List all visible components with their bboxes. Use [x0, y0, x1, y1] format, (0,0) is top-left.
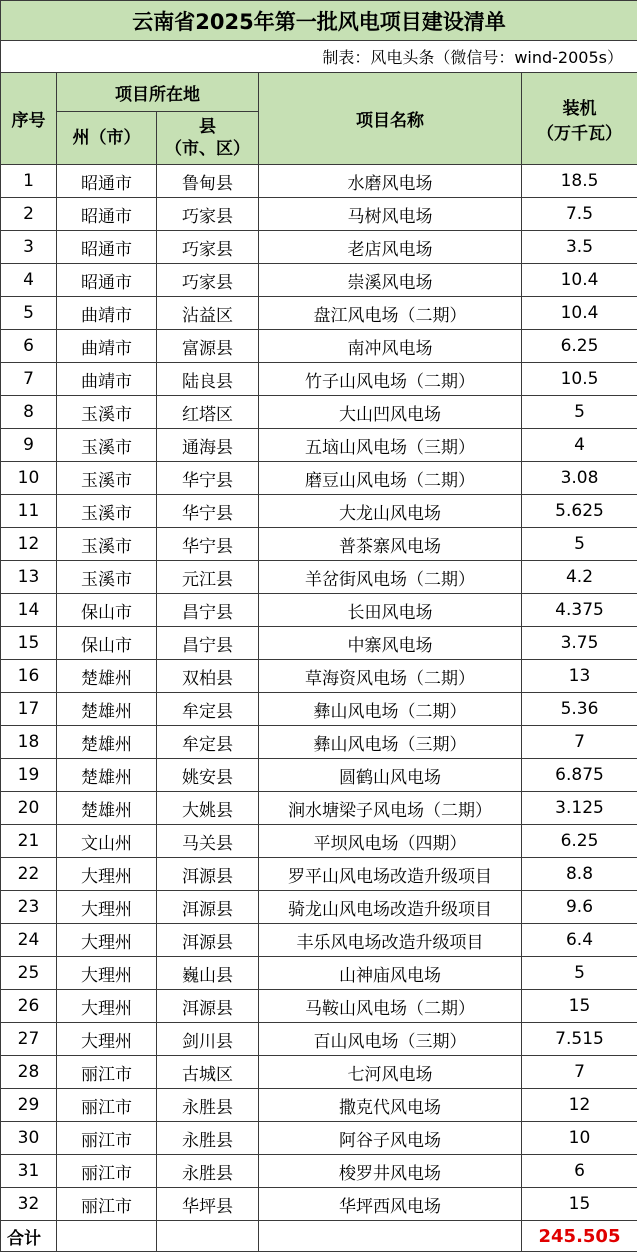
- table-row: [1, 1122, 637, 1155]
- table-row: [1, 165, 637, 198]
- cell-county: 华宁县: [157, 462, 259, 495]
- cell-capacity: 7: [522, 1056, 637, 1089]
- cell-prefecture: 丽江市: [57, 1122, 157, 1155]
- cell-prefecture: 丽江市: [57, 1089, 157, 1122]
- cell-prefecture: 大理州: [57, 924, 157, 957]
- cell-seq: 13: [1, 561, 57, 594]
- cell-seq: 27: [1, 1023, 57, 1056]
- cell-capacity: 5: [522, 396, 637, 429]
- cell-county: 巧家县: [157, 198, 259, 231]
- cell-seq: 17: [1, 693, 57, 726]
- cell-capacity: 18.5: [522, 165, 637, 198]
- table-title: 云南省2025年第一批风电项目建设清单: [1, 1, 637, 41]
- cell-seq: 10: [1, 462, 57, 495]
- cell-seq: 12: [1, 528, 57, 561]
- cell-county: 沾益区: [157, 297, 259, 330]
- cell-county: 剑川县: [157, 1023, 259, 1056]
- table-row: [1, 627, 637, 660]
- cell-seq: 7: [1, 363, 57, 396]
- cell-prefecture: 昭通市: [57, 198, 157, 231]
- cell-county: 牟定县: [157, 726, 259, 759]
- cell-project-name: 骑龙山风电场改造升级项目: [259, 891, 522, 924]
- cell-seq: 26: [1, 990, 57, 1023]
- table-row: [1, 1155, 637, 1188]
- cell-prefecture: 保山市: [57, 594, 157, 627]
- cell-seq: 30: [1, 1122, 57, 1155]
- cell-prefecture: 大理州: [57, 990, 157, 1023]
- cell-prefecture: 文山州: [57, 825, 157, 858]
- cell-capacity: 5: [522, 528, 637, 561]
- table-row: [1, 495, 637, 528]
- cell-capacity: 15: [522, 990, 637, 1023]
- table-row: [1, 231, 637, 264]
- cell-capacity: 3.5: [522, 231, 637, 264]
- cell-seq: 2: [1, 198, 57, 231]
- table-row: [1, 528, 637, 561]
- cell-prefecture: 玉溪市: [57, 561, 157, 594]
- cell-capacity: 7.5: [522, 198, 637, 231]
- cell-prefecture: 楚雄州: [57, 726, 157, 759]
- cell-county: 姚安县: [157, 759, 259, 792]
- cell-capacity: 3.125: [522, 792, 637, 825]
- total-empty-cell: [157, 1221, 259, 1252]
- cell-project-name: 磨豆山风电场（二期）: [259, 462, 522, 495]
- cell-seq: 15: [1, 627, 57, 660]
- cell-prefecture: 楚雄州: [57, 759, 157, 792]
- cell-county: 古城区: [157, 1056, 259, 1089]
- cell-project-name: 中寨风电场: [259, 627, 522, 660]
- cell-county: 富源县: [157, 330, 259, 363]
- cell-project-name: 阿谷子风电场: [259, 1122, 522, 1155]
- cell-prefecture: 保山市: [57, 627, 157, 660]
- cell-county: 昌宁县: [157, 594, 259, 627]
- cell-project-name: 罗平山风电场改造升级项目: [259, 858, 522, 891]
- header-project-name: 项目名称: [259, 73, 522, 165]
- table-row: [1, 660, 637, 693]
- cell-project-name: 大山凹风电场: [259, 396, 522, 429]
- cell-project-name: 圆鹤山风电场: [259, 759, 522, 792]
- cell-county: 巧家县: [157, 231, 259, 264]
- cell-prefecture: 大理州: [57, 858, 157, 891]
- cell-project-name: 崇溪风电场: [259, 264, 522, 297]
- cell-county: 华宁县: [157, 528, 259, 561]
- table-row: [1, 396, 637, 429]
- cell-seq: 18: [1, 726, 57, 759]
- total-value: 245.505: [522, 1221, 637, 1252]
- cell-project-name: 水磨风电场: [259, 165, 522, 198]
- cell-seq: 32: [1, 1188, 57, 1221]
- cell-prefecture: 玉溪市: [57, 462, 157, 495]
- cell-seq: 23: [1, 891, 57, 924]
- cell-county: 永胜县: [157, 1089, 259, 1122]
- cell-project-name: 盘江风电场（二期）: [259, 297, 522, 330]
- cell-project-name: 梭罗井风电场: [259, 1155, 522, 1188]
- cell-capacity: 5.625: [522, 495, 637, 528]
- cell-county: 双柏县: [157, 660, 259, 693]
- cell-project-name: 南冲风电场: [259, 330, 522, 363]
- table-row: [1, 693, 637, 726]
- table-row: [1, 1089, 637, 1122]
- cell-county: 元江县: [157, 561, 259, 594]
- cell-prefecture: 曲靖市: [57, 363, 157, 396]
- cell-project-name: 大龙山风电场: [259, 495, 522, 528]
- maker-note: 制表：风电头条（微信号：wind-2005s）: [1, 41, 637, 73]
- cell-prefecture: 大理州: [57, 957, 157, 990]
- cell-prefecture: 曲靖市: [57, 297, 157, 330]
- table-row: [1, 1188, 637, 1221]
- cell-county: 马关县: [157, 825, 259, 858]
- cell-county: 洱源县: [157, 891, 259, 924]
- cell-seq: 24: [1, 924, 57, 957]
- table-row: [1, 264, 637, 297]
- header-county-line1: 县: [157, 116, 258, 138]
- cell-project-name: 彝山风电场（二期）: [259, 693, 522, 726]
- cell-county: 鲁甸县: [157, 165, 259, 198]
- cell-county: 华坪县: [157, 1188, 259, 1221]
- cell-project-name: 百山风电场（三期）: [259, 1023, 522, 1056]
- cell-capacity: 7.515: [522, 1023, 637, 1056]
- total-row: [1, 1221, 637, 1252]
- table-row: [1, 363, 637, 396]
- cell-project-name: 平坝风电场（四期）: [259, 825, 522, 858]
- cell-capacity: 5: [522, 957, 637, 990]
- cell-seq: 16: [1, 660, 57, 693]
- cell-county: 巍山县: [157, 957, 259, 990]
- cell-county: 洱源县: [157, 924, 259, 957]
- cell-capacity: 6.25: [522, 330, 637, 363]
- cell-prefecture: 曲靖市: [57, 330, 157, 363]
- cell-prefecture: 楚雄州: [57, 660, 157, 693]
- cell-prefecture: 玉溪市: [57, 396, 157, 429]
- cell-seq: 21: [1, 825, 57, 858]
- cell-capacity: 10.4: [522, 297, 637, 330]
- cell-county: 陆良县: [157, 363, 259, 396]
- cell-capacity: 10.4: [522, 264, 637, 297]
- cell-project-name: 长田风电场: [259, 594, 522, 627]
- table-row: [1, 924, 637, 957]
- header-location: 项目所在地: [57, 73, 259, 112]
- cell-capacity: 15: [522, 1188, 637, 1221]
- cell-project-name: 草海资风电场（二期）: [259, 660, 522, 693]
- cell-project-name: 涧水塘梁子风电场（二期）: [259, 792, 522, 825]
- cell-project-name: 五垴山风电场（三期）: [259, 429, 522, 462]
- cell-seq: 20: [1, 792, 57, 825]
- cell-prefecture: 丽江市: [57, 1188, 157, 1221]
- header-capacity-line2: （万千瓦）: [522, 119, 637, 144]
- cell-county: 永胜县: [157, 1122, 259, 1155]
- cell-capacity: 6: [522, 1155, 637, 1188]
- cell-county: 华宁县: [157, 495, 259, 528]
- cell-prefecture: 大理州: [57, 1023, 157, 1056]
- cell-capacity: 12: [522, 1089, 637, 1122]
- table-row: [1, 561, 637, 594]
- cell-prefecture: 丽江市: [57, 1155, 157, 1188]
- cell-county: 洱源县: [157, 990, 259, 1023]
- table-row: [1, 792, 637, 825]
- table-row: [1, 825, 637, 858]
- cell-seq: 22: [1, 858, 57, 891]
- cell-seq: 3: [1, 231, 57, 264]
- table-row: [1, 330, 637, 363]
- table-row: [1, 594, 637, 627]
- cell-capacity: 8.8: [522, 858, 637, 891]
- cell-county: 巧家县: [157, 264, 259, 297]
- cell-capacity: 4.2: [522, 561, 637, 594]
- table-row: [1, 891, 637, 924]
- cell-capacity: 3.75: [522, 627, 637, 660]
- table-row: [1, 297, 637, 330]
- header-capacity-line1: 装机: [522, 94, 637, 119]
- cell-capacity: 6.4: [522, 924, 637, 957]
- cell-county: 通海县: [157, 429, 259, 462]
- cell-capacity: 4: [522, 429, 637, 462]
- cell-county: 洱源县: [157, 858, 259, 891]
- cell-seq: 11: [1, 495, 57, 528]
- total-empty-cell: [259, 1221, 522, 1252]
- cell-project-name: 马树风电场: [259, 198, 522, 231]
- total-label: 合计: [1, 1221, 57, 1252]
- cell-seq: 28: [1, 1056, 57, 1089]
- table-row: [1, 429, 637, 462]
- cell-seq: 6: [1, 330, 57, 363]
- table-row: [1, 198, 637, 231]
- cell-capacity: 6.875: [522, 759, 637, 792]
- cell-seq: 4: [1, 264, 57, 297]
- cell-project-name: 马鞍山风电场（二期）: [259, 990, 522, 1023]
- cell-capacity: 10: [522, 1122, 637, 1155]
- cell-prefecture: 丽江市: [57, 1056, 157, 1089]
- cell-capacity: 7: [522, 726, 637, 759]
- header-capacity: [522, 73, 637, 165]
- cell-seq: 25: [1, 957, 57, 990]
- cell-county: 牟定县: [157, 693, 259, 726]
- cell-seq: 9: [1, 429, 57, 462]
- cell-project-name: 竹子山风电场（二期）: [259, 363, 522, 396]
- cell-capacity: 10.5: [522, 363, 637, 396]
- cell-county: 红塔区: [157, 396, 259, 429]
- cell-project-name: 七河风电场: [259, 1056, 522, 1089]
- cell-project-name: 老店风电场: [259, 231, 522, 264]
- table-row: [1, 858, 637, 891]
- cell-county: 大姚县: [157, 792, 259, 825]
- cell-project-name: 撒克代风电场: [259, 1089, 522, 1122]
- table-row: [1, 1023, 637, 1056]
- table-row: [1, 462, 637, 495]
- header-seq: 序号: [1, 73, 57, 165]
- cell-capacity: 6.25: [522, 825, 637, 858]
- cell-seq: 29: [1, 1089, 57, 1122]
- cell-project-name: 丰乐风电场改造升级项目: [259, 924, 522, 957]
- cell-project-name: 山神庙风电场: [259, 957, 522, 990]
- table-row: [1, 759, 637, 792]
- cell-seq: 5: [1, 297, 57, 330]
- cell-project-name: 羊岔街风电场（二期）: [259, 561, 522, 594]
- table-row: [1, 1056, 637, 1089]
- cell-capacity: 3.08: [522, 462, 637, 495]
- cell-capacity: 9.6: [522, 891, 637, 924]
- cell-prefecture: 楚雄州: [57, 792, 157, 825]
- cell-county: 昌宁县: [157, 627, 259, 660]
- total-empty-cell: [57, 1221, 157, 1252]
- cell-seq: 14: [1, 594, 57, 627]
- cell-seq: 19: [1, 759, 57, 792]
- cell-prefecture: 玉溪市: [57, 528, 157, 561]
- cell-prefecture: 楚雄州: [57, 693, 157, 726]
- cell-capacity: 13: [522, 660, 637, 693]
- cell-capacity: 5.36: [522, 693, 637, 726]
- cell-prefecture: 大理州: [57, 891, 157, 924]
- cell-prefecture: 玉溪市: [57, 429, 157, 462]
- table-row: [1, 957, 637, 990]
- header-county-line2: （市、区）: [157, 138, 258, 160]
- cell-project-name: 普茶寨风电场: [259, 528, 522, 561]
- cell-capacity: 4.375: [522, 594, 637, 627]
- cell-prefecture: 昭通市: [57, 231, 157, 264]
- cell-project-name: 彝山风电场（三期）: [259, 726, 522, 759]
- header-prefecture: 州（市）: [57, 112, 157, 165]
- cell-seq: 31: [1, 1155, 57, 1188]
- table-row: [1, 990, 637, 1023]
- cell-prefecture: 昭通市: [57, 264, 157, 297]
- cell-project-name: 华坪西风电场: [259, 1188, 522, 1221]
- table-row: [1, 726, 637, 759]
- cell-seq: 1: [1, 165, 57, 198]
- cell-seq: 8: [1, 396, 57, 429]
- cell-prefecture: 玉溪市: [57, 495, 157, 528]
- cell-prefecture: 昭通市: [57, 165, 157, 198]
- header-county: [157, 112, 259, 165]
- cell-county: 永胜县: [157, 1155, 259, 1188]
